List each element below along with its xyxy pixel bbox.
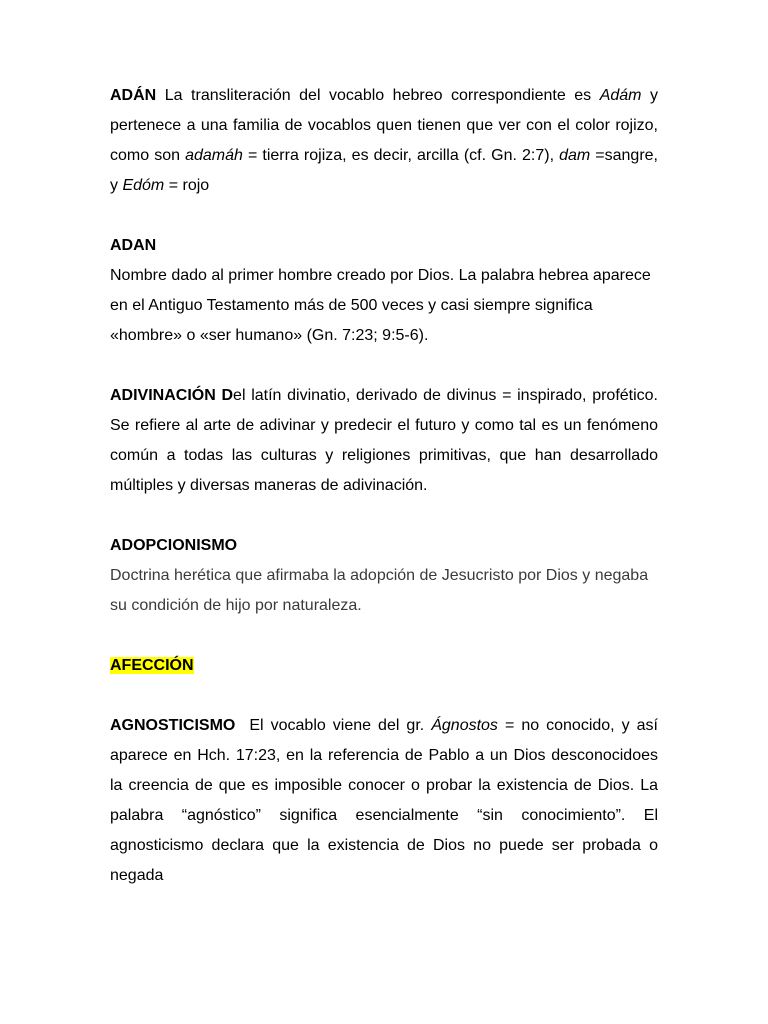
entry-text: = no conocido, y así aparece en Hch. 17:23, en la referencia de Pablo a un Dios desconocidoes la creencia de que es imposible conocer o probar la existencia de Dios. La palabra “agnóstico” significa esencialmente “sin conocimiento”. El agnosticismo declara que la existencia de Dios no puede ser probada o negada — [110, 717, 658, 884]
entry-italic-term: Ágnostos — [431, 717, 498, 734]
entry-adivinacion — [110, 381, 658, 501]
entry-term: ADÁN — [110, 87, 157, 104]
entry-adan-etymology — [110, 81, 658, 201]
entry-text: = rojo — [164, 177, 210, 194]
entry-term: ADIVINACIÓN D — [110, 387, 234, 404]
entry-text: La transliteración del vocablo hebreo correspondiente es — [156, 87, 600, 104]
entry-agnosticismo — [110, 711, 658, 891]
entry-text: El vocablo viene del gr. — [235, 717, 432, 734]
entry-adopcionismo — [110, 531, 658, 621]
entry-italic-term: dam — [559, 147, 591, 164]
entry-text: y pertenece a una familia de vocablos quen tienen que ver con el color rojizo, como son — [110, 87, 658, 164]
entry-adan-definition — [110, 231, 658, 351]
entry-text: Nombre dado al primer hombre creado por Dios. La palabra hebrea aparece en el Antiguo Testamento más de 500 veces y casi siempre significa «hombre» o «ser humano» (Gn. 7:23; 9:5-6). — [110, 267, 651, 344]
entry-text: = tierra rojiza, es decir, arcilla (cf. Gn. 2:7), — [242, 147, 560, 164]
entry-text: el latín divinatio, derivado de divinus = inspirado, profético. Se refiere al arte de adivinar y predecir el futuro y como tal es un fenómeno común a todas las culturas y religiones primitivas, que han desarrollado múltiples y diversas maneras de adivinación. — [110, 387, 659, 494]
entry-term: ADOPCIONISMO — [110, 537, 238, 554]
entry-text: Doctrina herética que afirmaba la adopción de Jesucristo por Dios y negaba su condición de hijo por naturaleza. — [110, 567, 649, 614]
entry-afeccion — [110, 651, 658, 681]
entry-term: AGNOSTICISMO — [110, 717, 236, 734]
entry-italic-term: adamáh — [185, 147, 243, 164]
entry-term: ADAN — [110, 237, 157, 254]
document-page — [110, 81, 658, 921]
entry-text: =sangre, y — [110, 147, 659, 194]
entry-italic-term: Adám — [599, 87, 642, 104]
entry-italic-term: Edóm — [122, 177, 165, 194]
entry-term-highlighted: AFECCIÓN — [110, 657, 194, 674]
